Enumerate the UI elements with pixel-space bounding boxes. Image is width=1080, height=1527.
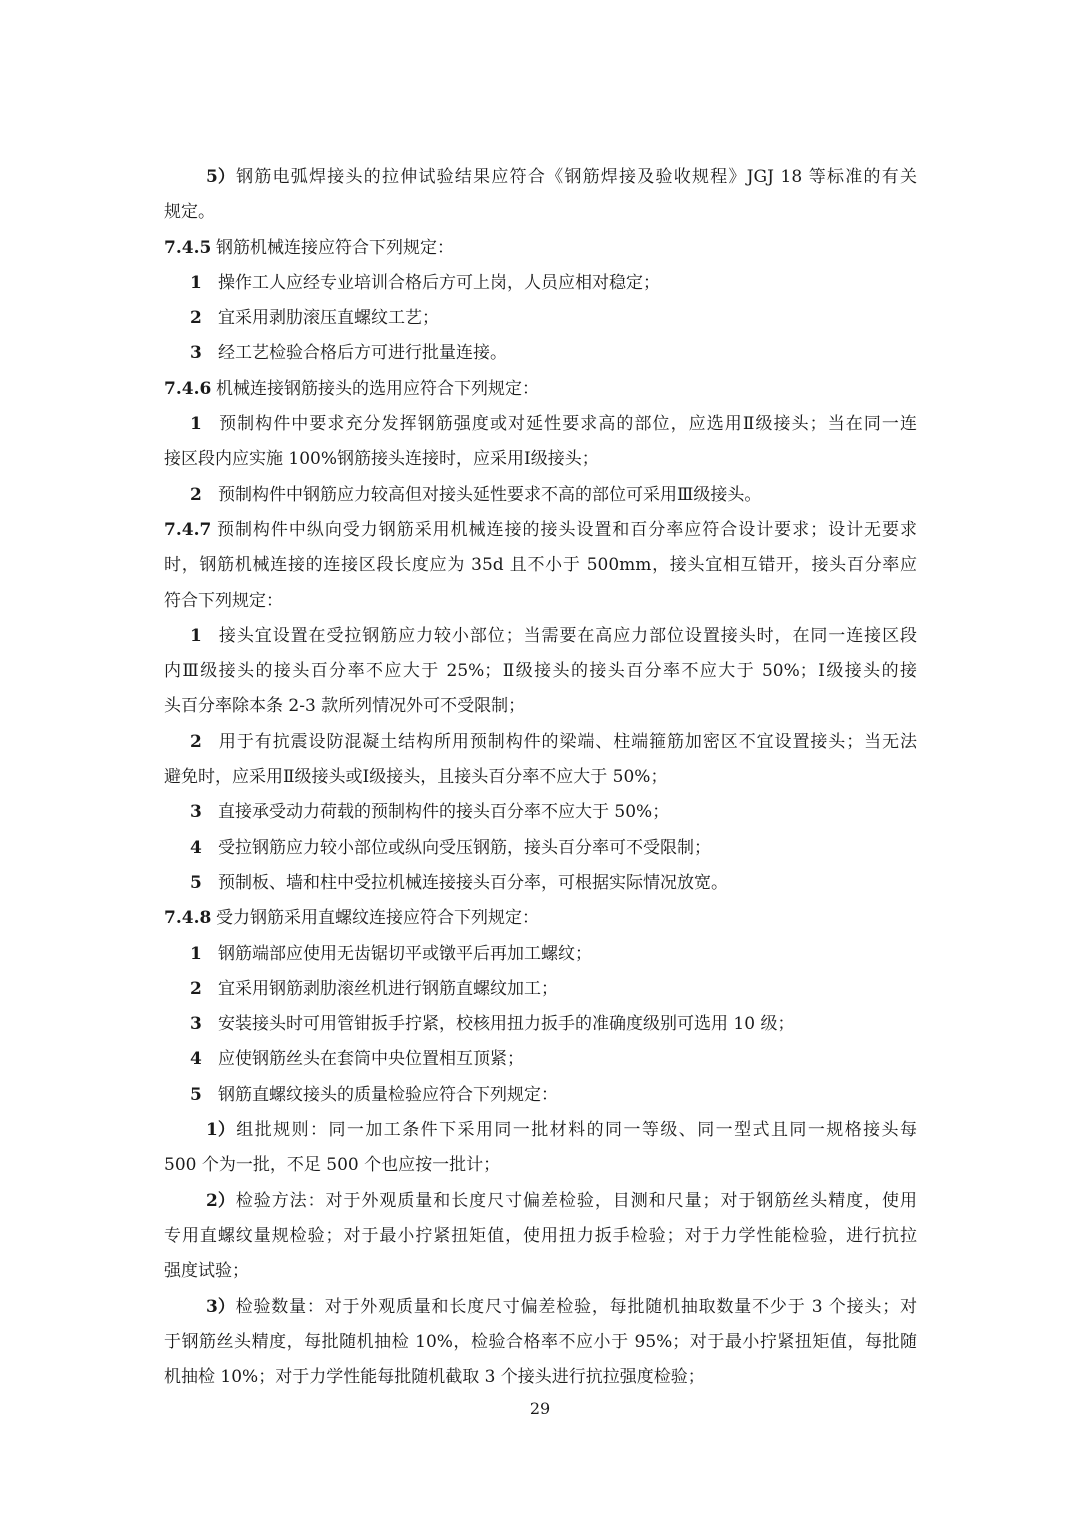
clause-heading [164, 231, 917, 266]
sub-item-number: 1） [206, 1120, 235, 1141]
list-item [164, 1007, 917, 1042]
text-line [164, 160, 917, 195]
list-marker: 5） [206, 167, 235, 187]
list-item [164, 478, 917, 513]
line-text: 宜采用剥肋滚压直螺纹工艺； [218, 308, 439, 329]
text-line [164, 689, 917, 724]
list-item [164, 407, 917, 442]
line-text: 受力钢筋采用直螺纹连接应符合下列规定： [216, 908, 539, 929]
line-text: 接区段内应实施 100%钢筋接头连接时，应采用Ⅰ级接头； [164, 449, 599, 470]
list-item [164, 1042, 917, 1077]
line-text: 钢筋端部应使用无齿锯切平或镦平后再加工螺纹； [218, 943, 592, 964]
item-number: 4 [190, 1049, 202, 1070]
sub-item [164, 1290, 917, 1325]
clause-heading [164, 513, 917, 548]
document-body [164, 160, 917, 1395]
line-text: 内Ⅲ级接头的接头百分率不应大于 25%；Ⅱ级接头的接头百分率不应大于 50%；Ⅰ级接头的接 [164, 661, 917, 682]
line-text: 时，钢筋机械连接的连接区段长度应为 35d 且不小于 500mm，接头宜相互错开，接头百分率应 [164, 555, 917, 576]
text-line [164, 760, 917, 795]
line-text: 钢筋直螺纹接头的质量检验应符合下列规定： [218, 1084, 558, 1105]
line-text: 接头宜设置在受拉钢筋应力较小部位；当需要在高应力部位设置接头时，在同一连接区段 [218, 625, 917, 646]
line-text: 避免时，应采用Ⅱ级接头或Ⅰ级接头，且接头百分率不应大于 50%； [164, 767, 668, 788]
line-text: 钢筋机械连接应符合下列规定： [216, 237, 454, 258]
line-text: 预制构件中纵向受力钢筋采用机械连接的接头设置和百分率应符合设计要求；设计无要求 [216, 519, 917, 540]
item-number: 3 [190, 343, 202, 364]
line-text: 检验数量：对于外观质量和长度尺寸偏差检验，每批随机抽取数量不少于 3 个接头；对 [234, 1296, 917, 1317]
page-number: 29 [529, 1399, 551, 1418]
text-line [164, 1325, 917, 1360]
list-item [164, 937, 917, 972]
line-text: 预制构件中钢筋应力较高但对接头延性要求不高的部位可采用Ⅲ级接头。 [218, 484, 762, 505]
text-line [164, 1148, 917, 1183]
sub-item [164, 1184, 917, 1219]
list-item [164, 831, 917, 866]
line-text: 机械连接钢筋接头的选用应符合下列规定： [216, 378, 539, 399]
text-line [164, 548, 917, 583]
clause-number: 7.4.6 [164, 378, 212, 399]
list-item [164, 972, 917, 1007]
clause-number: 7.4.5 [164, 237, 212, 258]
list-item [164, 619, 917, 654]
clause-heading [164, 901, 917, 936]
list-item [164, 866, 917, 901]
sub-item [164, 1113, 917, 1148]
item-number: 1 [190, 625, 202, 646]
list-item [164, 301, 917, 336]
text-line [164, 584, 917, 619]
list-item [164, 266, 917, 301]
line-text: 直接承受动力荷载的预制构件的接头百分率不应大于 50%； [218, 802, 670, 823]
item-number: 2 [190, 978, 202, 999]
line-text: 宜采用钢筋剥肋滚丝机进行钢筋直螺纹加工； [218, 978, 558, 999]
item-number: 3 [190, 802, 202, 823]
list-item [164, 795, 917, 830]
text-line [164, 195, 917, 230]
text-line [164, 654, 917, 689]
line-text: 组批规则：同一加工条件下采用同一批材料的同一等级、同一型式且同一规格接头每 [234, 1120, 917, 1141]
clause-number: 7.4.7 [164, 519, 212, 540]
line-text: 检验方法：对于外观质量和长度尺寸偏差检验，目测和尺量；对于钢筋丝头精度，使用 [234, 1190, 917, 1211]
list-item [164, 336, 917, 371]
line-text: 于钢筋丝头精度，每批随机抽检 10%，检验合格率不应小于 95%；对于最小拧紧扭矩值，每批随 [164, 1331, 917, 1352]
line-text: 经工艺检验合格后方可进行批量连接。 [218, 343, 507, 364]
sub-item-number: 3） [206, 1296, 235, 1317]
list-item [164, 725, 917, 760]
line-text: 规定。 [164, 202, 215, 223]
text-line [164, 1360, 917, 1395]
item-number: 1 [190, 272, 202, 293]
line-text: 钢筋电弧焊接头的拉伸试验结果应符合《钢筋焊接及验收规程》JGJ 18 等标准的有关 [234, 167, 917, 187]
line-text: 500 个为一批，不足 500 个也应按一批计； [164, 1155, 501, 1176]
clause-heading [164, 372, 917, 407]
line-text: 头百分率除本条 2-3 款所列情况外可不受限制； [164, 696, 526, 717]
line-text: 用于有抗震设防混凝土结构所用预制构件的梁端、柱端箍筋加密区不宜设置接头；当无法 [218, 731, 917, 752]
item-number: 2 [190, 731, 202, 752]
line-text: 受拉钢筋应力较小部位或纵向受压钢筋，接头百分率可不受限制； [218, 837, 711, 858]
line-text: 预制板、墙和柱中受拉机械连接接头百分率，可根据实际情况放宽。 [218, 872, 728, 893]
line-text: 应使钢筋丝头在套筒中央位置相互顶紧； [218, 1049, 524, 1070]
item-number: 1 [190, 943, 202, 964]
item-number: 2 [190, 308, 202, 329]
item-number: 2 [190, 484, 202, 505]
line-text: 符合下列规定： [164, 590, 283, 611]
text-line [164, 1254, 917, 1289]
clause-number: 7.4.8 [164, 908, 212, 929]
line-text: 机抽检 10%；对于力学性能每批随机截取 3 个接头进行抗拉强度检验； [164, 1367, 705, 1388]
list-item [164, 1078, 917, 1113]
item-number: 5 [190, 1084, 202, 1105]
line-text: 预制构件中要求充分发挥钢筋强度或对延性要求高的部位，应选用Ⅱ级接头；当在同一连 [218, 414, 917, 435]
line-text: 操作工人应经专业培训合格后方可上岗，人员应相对稳定； [218, 272, 660, 293]
text-line [164, 1219, 917, 1254]
line-text: 专用直螺纹量规检验；对于最小拧紧扭矩值，使用扭力扳手检验；对于力学性能检验，进行抗拉 [164, 1225, 917, 1246]
sub-item-number: 2） [206, 1190, 235, 1211]
text-line [164, 442, 917, 477]
line-text: 安装接头时可用管钳扳手拧紧，校核用扭力扳手的准确度级别可选用 10 级； [218, 1014, 795, 1035]
line-text: 强度试验； [164, 1261, 249, 1282]
item-number: 5 [190, 872, 202, 893]
item-number: 1 [190, 414, 202, 435]
item-number: 4 [190, 837, 202, 858]
item-number: 3 [190, 1014, 202, 1035]
